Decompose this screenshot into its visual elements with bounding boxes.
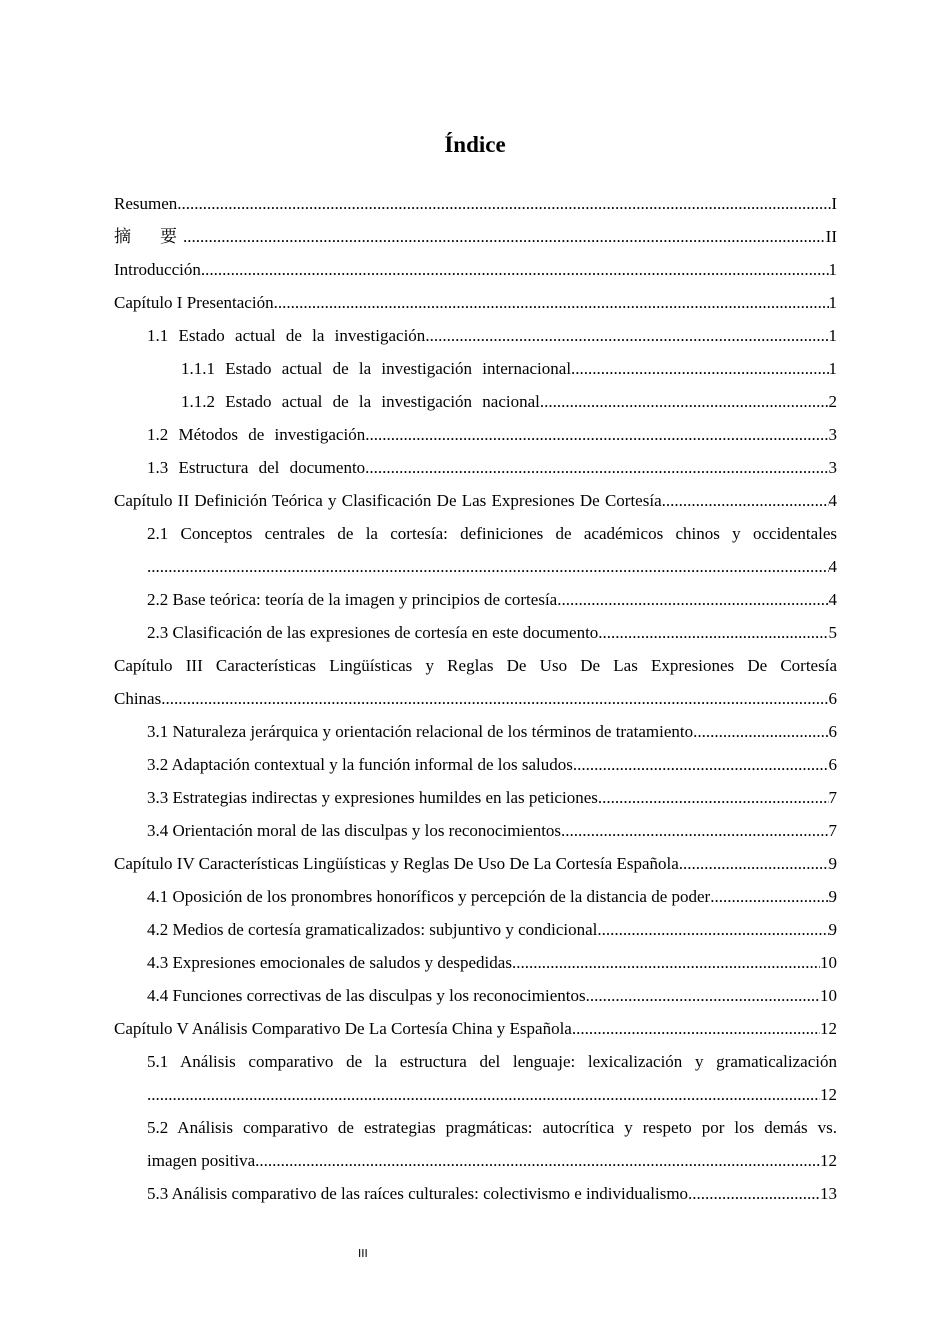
dot-leader bbox=[365, 418, 828, 451]
toc-entry-page: 10 bbox=[820, 953, 837, 972]
toc-entry-page: 5 bbox=[828, 623, 837, 642]
toc-entry-label: 4.3 Expresiones emocionales de saludos y despedidas bbox=[147, 953, 512, 972]
toc-entry-page: 12 bbox=[820, 1019, 837, 1038]
dot-leader bbox=[597, 913, 828, 946]
toc-entry-page: 7 bbox=[828, 821, 837, 840]
toc-entry-page: 4 bbox=[828, 590, 837, 609]
toc-entry-label: Introducción bbox=[114, 260, 201, 279]
toc-entry-page: 13 bbox=[820, 1184, 837, 1203]
toc-entry-label: 4.4 Funciones correctivas de las disculpas y los reconocimientos bbox=[147, 986, 586, 1005]
dot-leader bbox=[147, 550, 829, 583]
page-title: Índice bbox=[444, 132, 506, 157]
toc-entry-label: 3.3 Estrategias indirectas y expresiones humildes en las peticiones bbox=[147, 788, 598, 807]
toc-entry-label: 5.1 Análisis comparativo de la estructura del lenguaje: lexicalización y gramaticalización bbox=[147, 1052, 837, 1071]
toc-entry-label: 2.1 Conceptos centrales de la cortesía: definiciones de académicos chinos y occidentales bbox=[147, 524, 837, 543]
toc-entry-1-2[interactable] bbox=[114, 418, 837, 451]
dot-leader bbox=[147, 1078, 820, 1111]
toc-entry-page: 2 bbox=[828, 392, 837, 411]
toc-entry-2-2[interactable] bbox=[114, 583, 837, 616]
toc-entry-label: 1.1 Estado actual de la investigación bbox=[147, 326, 426, 345]
toc-entry-2-3[interactable] bbox=[114, 616, 837, 649]
dot-leader bbox=[255, 1144, 820, 1177]
toc-entry-label: 1.1.1 Estado actual de la investigación internacional bbox=[181, 359, 572, 378]
toc-entry-label: 3.4 Orientación moral de las disculpas y los reconocimientos bbox=[147, 821, 562, 840]
dot-leader bbox=[557, 583, 828, 616]
dot-leader bbox=[688, 1177, 820, 1210]
toc-entry-label: 1.2 Métodos de investigación bbox=[147, 425, 366, 444]
toc-entry-label: Capítulo II Definición Teórica y Clasificación De Las Expresiones De Cortesía bbox=[114, 491, 662, 510]
toc-entry-4-2[interactable] bbox=[114, 913, 837, 946]
dot-leader bbox=[425, 319, 828, 352]
toc-entry-label: 3.1 Naturaleza jerárquica y orientación relacional de los términos de tratamiento bbox=[147, 722, 694, 741]
toc-entry-label: 4.2 Medios de cortesía gramaticalizados: subjuntivo y condicional bbox=[147, 920, 598, 939]
toc-entry-3-3[interactable] bbox=[114, 781, 837, 814]
table-of-contents bbox=[114, 187, 837, 1210]
toc-entry-label-line2: Chinas bbox=[114, 689, 162, 708]
toc-entry-5-2[interactable] bbox=[114, 1111, 837, 1177]
toc-entry-3-2[interactable] bbox=[114, 748, 837, 781]
toc-entry-label: 摘 要 bbox=[114, 227, 183, 246]
dot-leader bbox=[571, 352, 828, 385]
dot-leader bbox=[183, 220, 826, 253]
dot-leader bbox=[710, 880, 828, 913]
toc-entry-page: 7 bbox=[828, 788, 837, 807]
toc-entry-label: 2.2 Base teórica: teoría de la imagen y principios de cortesía bbox=[147, 590, 558, 609]
dot-leader bbox=[693, 715, 828, 748]
dot-leader bbox=[540, 385, 829, 418]
toc-entry-continuation bbox=[114, 682, 837, 715]
toc-entry-label: 1.3 Estructura del documento bbox=[147, 458, 366, 477]
dot-leader bbox=[662, 484, 829, 517]
toc-entry-label-line2: imagen positiva bbox=[147, 1151, 256, 1170]
toc-entry-page: 3 bbox=[828, 458, 837, 477]
toc-entry-page: 9 bbox=[828, 887, 837, 906]
toc-entry-continuation bbox=[147, 1078, 837, 1111]
toc-entry-1-1-1[interactable] bbox=[114, 352, 837, 385]
toc-entry-capitulo-1[interactable] bbox=[114, 286, 837, 319]
dot-leader bbox=[598, 781, 829, 814]
toc-entry-page: 4 bbox=[828, 491, 837, 510]
dot-leader bbox=[512, 946, 820, 979]
toc-entry-capitulo-5[interactable] bbox=[114, 1012, 837, 1045]
toc-entry-page: 4 bbox=[828, 557, 837, 576]
dot-leader bbox=[177, 187, 831, 220]
toc-entry-5-3[interactable] bbox=[114, 1177, 837, 1210]
toc-entry-capitulo-4[interactable] bbox=[114, 847, 837, 880]
toc-entry-page: 3 bbox=[828, 425, 837, 444]
toc-entry-page: 6 bbox=[828, 722, 837, 741]
toc-entry-page: 1 bbox=[828, 359, 837, 378]
toc-entry-4-1[interactable] bbox=[114, 880, 837, 913]
dot-leader bbox=[161, 682, 828, 715]
dot-leader bbox=[365, 451, 828, 484]
toc-entry-label: 1.1.2 Estado actual de la investigación nacional bbox=[181, 392, 540, 411]
toc-entry-capitulo-2[interactable] bbox=[114, 484, 837, 517]
toc-entry-label: Capítulo V Análisis Comparativo De La Cortesía China y Española bbox=[114, 1019, 572, 1038]
toc-entry-label: Capítulo I Presentación bbox=[114, 293, 274, 312]
dot-leader bbox=[561, 814, 828, 847]
toc-entry-label: Resumen bbox=[114, 194, 178, 213]
toc-entry-page: 1 bbox=[828, 326, 837, 345]
toc-entry-3-4[interactable] bbox=[114, 814, 837, 847]
toc-entry-page: II bbox=[825, 227, 837, 246]
toc-entry-resumen[interactable] bbox=[114, 187, 837, 220]
page-number: III bbox=[358, 1247, 368, 1260]
dot-leader bbox=[572, 1012, 820, 1045]
toc-entry-2-1[interactable] bbox=[114, 517, 837, 583]
toc-entry-page: 12 bbox=[820, 1151, 837, 1170]
toc-entry-label: 5.3 Análisis comparativo de las raíces culturales: colectivismo e individualismo bbox=[147, 1184, 689, 1203]
toc-entry-capitulo-3[interactable] bbox=[114, 649, 837, 715]
toc-entry-5-1[interactable] bbox=[114, 1045, 837, 1111]
toc-entry-label: 2.3 Clasificación de las expresiones de cortesía en este documento bbox=[147, 623, 599, 642]
toc-entry-page: 6 bbox=[828, 755, 837, 774]
toc-entry-1-1-2[interactable] bbox=[114, 385, 837, 418]
toc-entry-continuation bbox=[147, 1144, 837, 1177]
toc-entry-page: 6 bbox=[828, 689, 837, 708]
toc-entry-4-4[interactable] bbox=[114, 979, 837, 1012]
toc-entry-page: 9 bbox=[828, 854, 837, 873]
toc-entry-label: Capítulo III Características Lingüísticas y Reglas De Uso De Las Expresiones De Cortesía bbox=[114, 656, 837, 675]
toc-entry-page: 12 bbox=[820, 1085, 837, 1104]
toc-entry-page: 1 bbox=[828, 293, 837, 312]
dot-leader bbox=[274, 286, 829, 319]
toc-entry-continuation bbox=[147, 550, 837, 583]
dot-leader bbox=[573, 748, 829, 781]
dot-leader bbox=[679, 847, 829, 880]
toc-entry-1-3[interactable] bbox=[114, 451, 837, 484]
dot-leader bbox=[586, 979, 820, 1012]
toc-entry-page: I bbox=[831, 194, 837, 213]
toc-entry-page: 9 bbox=[828, 920, 837, 939]
toc-entry-label: 4.1 Oposición de los pronombres honoríficos y percepción de la distancia de poder bbox=[147, 887, 711, 906]
toc-entry-label: 3.2 Adaptación contextual y la función informal de los saludos bbox=[147, 755, 573, 774]
toc-entry-4-3[interactable] bbox=[114, 946, 837, 979]
toc-entry-label: Capítulo IV Características Lingüísticas y Reglas De Uso De La Cortesía Española bbox=[114, 854, 679, 873]
toc-entry-1-1[interactable] bbox=[114, 319, 837, 352]
toc-entry-3-1[interactable] bbox=[114, 715, 837, 748]
toc-entry-label: 5.2 Análisis comparativo de estrategias pragmáticas: autocrítica y respeto por los demás vs. bbox=[147, 1118, 837, 1137]
dot-leader bbox=[598, 616, 828, 649]
toc-entry-zhaiyao[interactable] bbox=[114, 220, 837, 253]
toc-entry-page: 1 bbox=[828, 260, 837, 279]
dot-leader bbox=[201, 253, 829, 286]
toc-entry-page: 10 bbox=[820, 986, 837, 1005]
toc-entry-introduccion[interactable] bbox=[114, 253, 837, 286]
